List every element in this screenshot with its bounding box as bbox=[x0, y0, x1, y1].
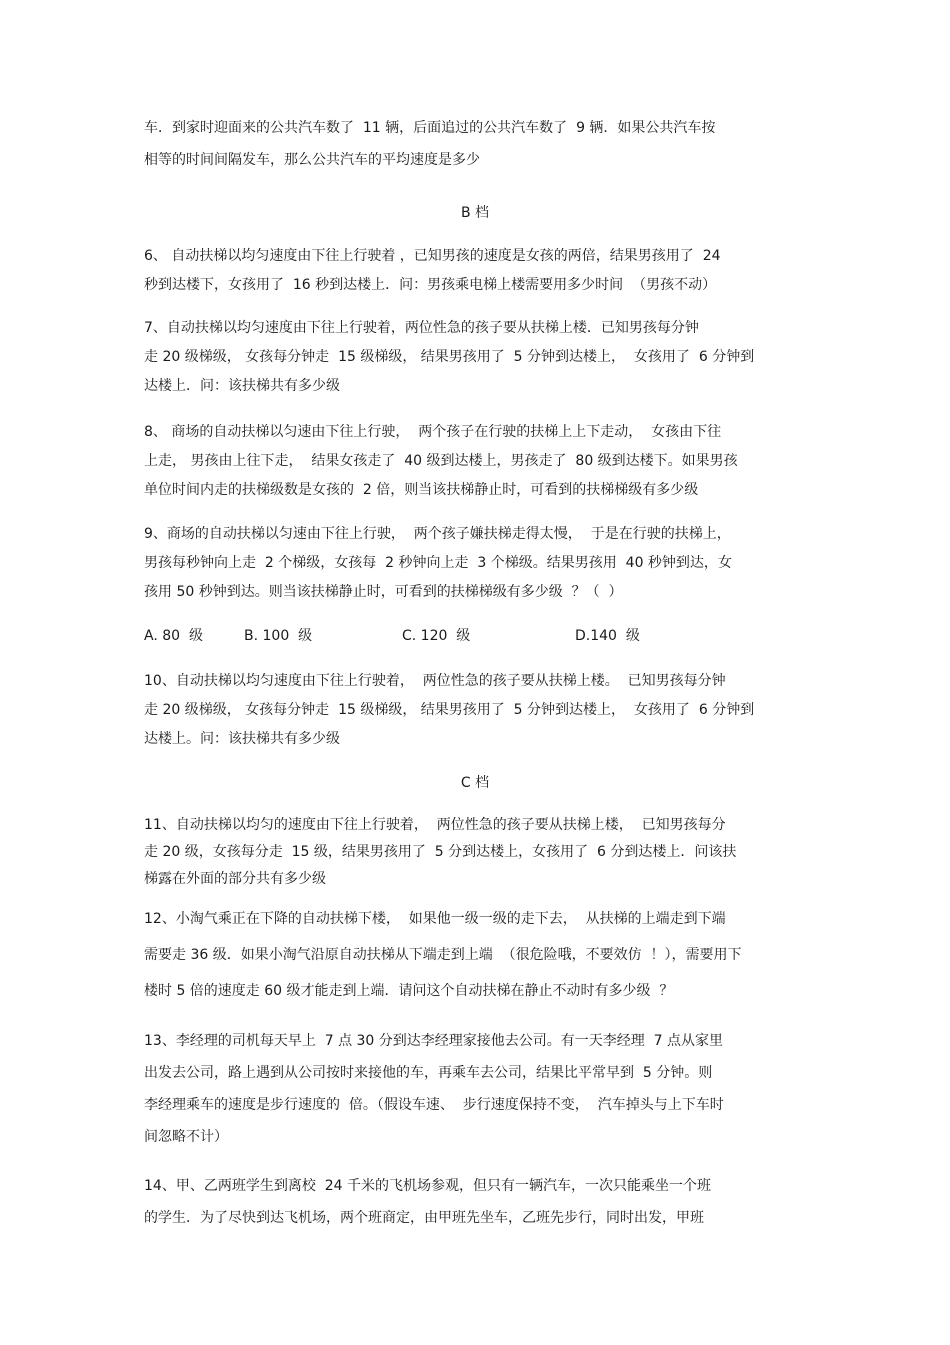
text-line: 走 20 级，女孩每分走 15 级，结果男孩用了 5 分到达楼上，女孩用了 6 分到达楼上．问该扶 bbox=[144, 844, 737, 860]
text-line: 出发去公司，路上遇到从公司按时来接他的车，再乘车去公司，结果比平常早到 5 分钟。则 bbox=[144, 1065, 713, 1081]
text-line: 9、商场的自动扶梯以匀速由下往上行驶， 两个孩子嫌扶梯走得太慢， 于是在行驶的扶梯上， bbox=[144, 526, 731, 542]
option-d[interactable]: D.140 级 bbox=[575, 628, 640, 644]
text-line: 车．到家时迎面来的公共汽车数了 11 辆，后面追过的公共汽车数了 9 辆．如果公共汽车按 bbox=[144, 120, 716, 136]
text-line: 楼时 5 倍的速度走 60 级才能走到上端．请问这个自动扶梯在静止不动时有多少级 ？ bbox=[144, 983, 674, 999]
text-line: 秒到达楼下，女孩用了 16 秒到达楼上．问：男孩乘电梯上楼需要用多少时间 （男孩不动） bbox=[144, 277, 717, 293]
text-line: 需要走 36 级．如果小淘气沿原自动扶梯从下端走到上端 （很危险哦，不要效仿 ！），需要用下 bbox=[144, 947, 742, 963]
section-heading-b: B 档 bbox=[460, 205, 490, 221]
text-line: 10、自动扶梯以均匀速度由下往上行驶着， 两位性急的孩子要从扶梯上楼。 已知男孩每分钟 bbox=[144, 673, 726, 689]
text-line: 达楼上．问：该扶梯共有多少级 bbox=[144, 378, 340, 394]
text-line: 11、自动扶梯以均匀的速度由下往上行驶着， 两位性急的孩子要从扶梯上楼， 已知男孩每分 bbox=[144, 817, 726, 833]
option-a[interactable]: A. 80 级 bbox=[144, 628, 203, 644]
option-b[interactable]: B. 100 级 bbox=[244, 628, 313, 644]
text-line: 单位时间内走的扶梯级数是女孩的 2 倍，则当该扶梯静止时，可看到的扶梯梯级有多少级 bbox=[144, 482, 699, 498]
text-line: 8、 商场的自动扶梯以匀速由下往上行驶， 两个孩子在行驶的扶梯上上下走动， 女孩由下往 bbox=[144, 424, 722, 440]
option-c[interactable]: C. 120 级 bbox=[402, 628, 471, 644]
text-line: 达楼上。问：该扶梯共有多少级 bbox=[144, 731, 340, 747]
text-line: 梯露在外面的部分共有多少级 bbox=[144, 871, 326, 887]
text-line: 14、甲、乙两班学生到离校 24 千米的飞机场参观，但只有一辆汽车，一次只能乘坐一个班 bbox=[144, 1178, 711, 1194]
text-line: 男孩每秒钟向上走 2 个梯级，女孩每 2 秒钟向上走 3 个梯级。结果男孩用 40 秒钟到达，女 bbox=[144, 555, 732, 571]
text-line: 13、李经理的司机每天早上 7 点 30 分到达李经理家接他去公司。有一天李经理 7 点从家里 bbox=[144, 1033, 724, 1049]
text-line: 走 20 级梯级， 女孩每分钟走 15 级梯级， 结果男孩用了 5 分钟到达楼上， 女孩用了 6 分钟到 bbox=[144, 349, 755, 365]
text-line: 相等的时间间隔发车，那么公共汽车的平均速度是多少 bbox=[144, 152, 480, 168]
text-line: 7、自动扶梯以均匀速度由下往上行驶着，两位性急的孩子要从扶梯上楼．已知男孩每分钟 bbox=[144, 320, 699, 336]
text-line: 上走， 男孩由上往下走， 结果女孩走了 40 级到达楼上，男孩走了 80 级到达楼下。如果男孩 bbox=[144, 453, 738, 469]
text-line: 6、 自动扶梯以均匀速度由下往上行驶着 ，已知男孩的速度是女孩的两倍，结果男孩用了 24 bbox=[144, 248, 721, 264]
section-heading-c: C 档 bbox=[460, 775, 490, 791]
text-line: 的学生．为了尽快到达飞机场，两个班商定，由甲班先坐车，乙班先步行，同时出发，甲班 bbox=[144, 1210, 704, 1226]
text-line: 间忽略不计） bbox=[144, 1129, 228, 1145]
text-line: 12、小淘气乘正在下降的自动扶梯下楼， 如果他一级一级的走下去， 从扶梯的上端走到下端 bbox=[144, 911, 726, 927]
text-line: 李经理乘车的速度是步行速度的 倍。（假设车速、 步行速度保持不变， 汽车掉头与上下车时 bbox=[144, 1097, 724, 1113]
text-line: 孩用 50 秒钟到达。则当该扶梯静止时，可看到的扶梯梯级有多少级 ？（ ） bbox=[144, 584, 623, 600]
text-line: 走 20 级梯级， 女孩每分钟走 15 级梯级， 结果男孩用了 5 分钟到达楼上， 女孩用了 6 分钟到 bbox=[144, 702, 755, 718]
